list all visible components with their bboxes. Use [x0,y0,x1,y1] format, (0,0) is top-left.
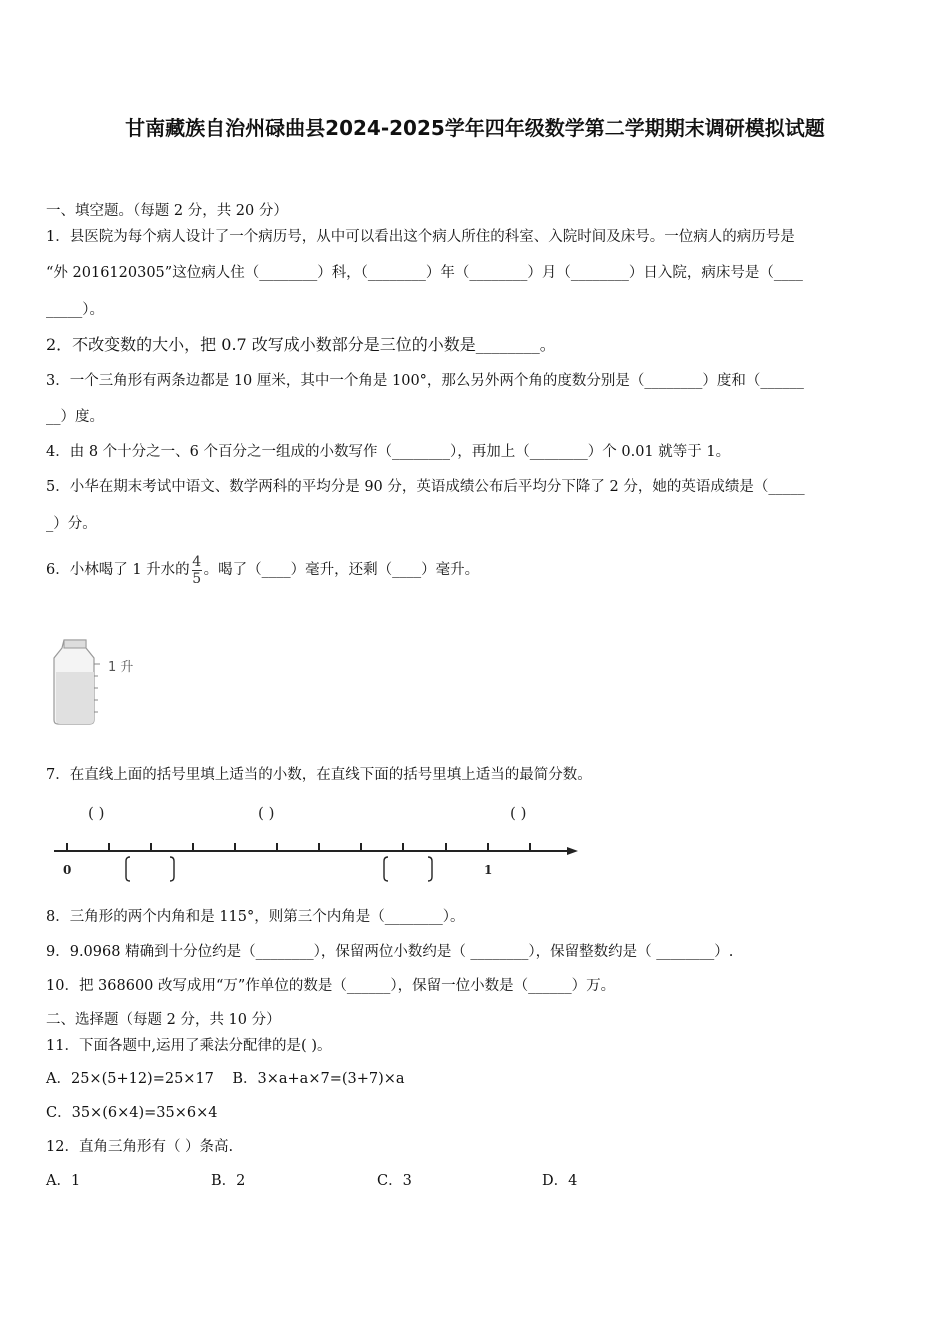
fraction-four-fifths [192,554,202,587]
bottom-bracket-2 [384,857,432,881]
top-paren-3: ( ) [510,804,527,822]
question-10: 10．把 368600 改写成用“万”作单位的数是（______），保留一位小数是（______）万。 [46,978,616,994]
fraction-numerator: 4 [192,553,202,570]
axis-label-1: 1 [484,863,493,877]
axis-label-0: 0 [63,863,72,877]
water-bottle-image [50,636,160,728]
question-12-option-b: B．2 [211,1173,246,1189]
axis-arrow [567,847,578,855]
question-3-line-2: __）度。 [46,409,104,425]
question-11: 11．下面各题中,运用了乘法分配律的是( )。 [46,1038,332,1054]
axis-ticks [67,843,530,851]
question-2: 2．不改变数的大小，把 0.7 改写成小数部分是三位的小数是________。 [46,335,556,354]
question-9: 9．9.0968 精确到十分位约是（________），保留两位小数约是（ ________），保留整数约是（ ________）. [46,944,734,960]
question-7: 7．在直线上面的括号里填上适当的小数，在直线下面的括号里填上适当的最简分数。 [46,767,592,783]
top-paren-2: ( ) [258,804,275,822]
question-6-text-pre: 6．小林喝了 1 升水的 [46,562,190,578]
bottom-bracket-1 [126,857,174,881]
question-6-text-post: 。喝了（____）毫升，还剩（____）毫升。 [203,562,480,578]
question-12-option-c: C．3 [377,1173,412,1189]
question-11-options-ab: A．25×(5+12)=25×17 B．3×a+a×7=(3+7)×a [46,1071,405,1087]
top-paren-1: ( ) [88,804,105,822]
question-11-option-c: C．35×(6×4)=35×6×4 [46,1105,218,1121]
question-3-line-1: 3．一个三角形有两条边都是 10 厘米，其中一个角是 100°，那么另外两个角的度数分别是（________）度和（______ [46,373,804,389]
page-title: 甘南藏族自治州碌曲县2024-2025学年四年级数学第二学期期末调研模拟试题 [125,116,825,140]
question-4: 4．由 8 个十分之一、6 个百分之一组成的小数写作（________），再加上（________）个 0.01 就等于 1。 [46,444,731,460]
question-1-line-1: 1．县医院为每个病人设计了一个病历号，从中可以看出这个病人所住的科室、入院时间及床号。一位病人的病历号是 [46,229,795,245]
question-12-option-a: A．1 [46,1173,81,1189]
section-2-heading: 二、选择题（每题 2 分，共 10 分） [46,1012,281,1028]
section-1-heading: 一、填空题。（每题 2 分，共 20 分） [46,203,288,219]
question-8: 8．三角形的两个内角和是 115°，则第三个内角是（________）。 [46,909,465,925]
question-1-line-2: “外 2016120305”这位病人住（________）科，（________）年（________）月（________）日入院，病床号是（____ [46,265,803,281]
question-1-line-3: _____）。 [46,302,104,318]
question-12-option-d: D．4 [542,1173,578,1189]
fraction-denominator: 5 [192,570,202,587]
number-line [50,800,590,890]
bottle-label: 1 升 [108,660,134,675]
question-5-line-1: 5．小华在期末考试中语文、数学两科的平均分是 90 分，英语成绩公布后平均分下降了 2 分，她的英语成绩是（_____ [46,479,805,495]
question-6 [46,552,479,588]
question-12: 12．直角三角形有（ ）条高. [46,1139,234,1155]
question-5-line-2: _）分。 [46,516,97,532]
